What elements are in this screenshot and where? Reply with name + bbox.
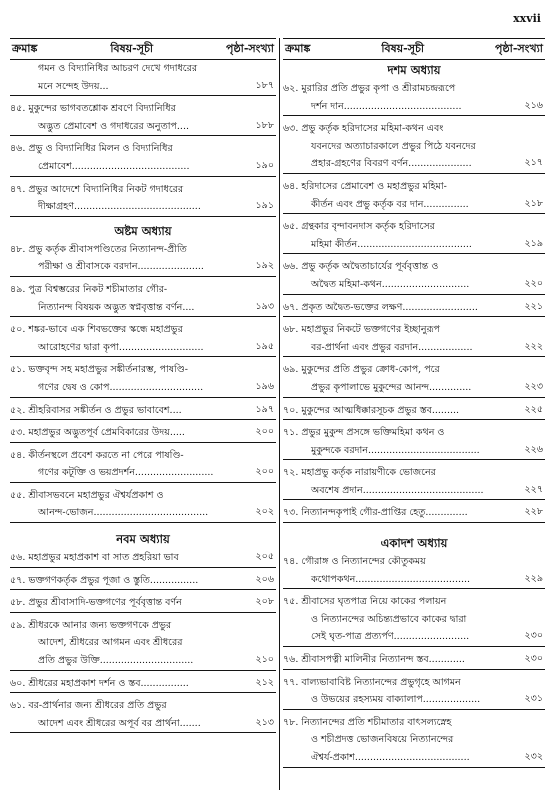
toc-entry <box>10 60 276 96</box>
toc-entry-line: অবশেষ প্রদান........................................ <box>311 484 484 496</box>
chapter-heading: নবম অধ্যায় <box>116 532 170 547</box>
toc-entry-line: প্রভুর কৃপালাভে মুকুন্দের আনন্দ.............. <box>311 381 472 393</box>
toc-entry <box>10 281 276 317</box>
toc-entry <box>10 140 276 176</box>
header-subject: বিষয়-সূচী <box>381 41 425 55</box>
toc-entry-line: ৬০. শ্রীধরের মহাপ্রকাশ দর্শন ও স্তব................ <box>10 677 189 689</box>
toc-entry-page: ২২৬ <box>524 443 543 455</box>
toc-entry-line: বর-প্রার্থনা এবং প্রভুর বরদান.................. <box>311 341 473 353</box>
toc-entry-page: ২২৫ <box>524 403 543 415</box>
toc-entry-line: ৬৩. প্রভু কর্তৃক হরিদাসের মহিমা-কথন এবং <box>283 123 444 135</box>
toc-column-right <box>283 60 545 772</box>
toc-entry <box>283 361 545 397</box>
toc-entry <box>10 487 276 523</box>
toc-entry <box>10 321 276 357</box>
toc-entry-line: আরোহণের দ্বারা কৃপা............................ <box>38 341 204 353</box>
toc-entry-line: ৪৮. প্রভু কর্তৃক শ্রীবাসপণ্ডিতের নিত্যানন্দ-প্রীতি <box>10 243 187 255</box>
toc-entry-page: ১৮৭ <box>255 79 274 91</box>
toc-entry-page: ২১৭ <box>524 157 543 169</box>
toc-entry-line: ও উভয়ের রহস্যময় বাক্যালাপ................... <box>311 694 481 706</box>
toc-entry-page: ২১৬ <box>524 99 543 111</box>
toc-entry-line: ৭৩. নিত্যানন্দকৃপাই গৌর-প্রাপ্তির হেতু.............. <box>283 507 468 519</box>
toc-entry-page: ১৯৫ <box>255 340 274 352</box>
toc-entry <box>10 572 276 591</box>
toc-entry <box>10 594 276 613</box>
toc-entry-page: ২২৭ <box>524 483 543 495</box>
toc-entry-line: ৬১. বর-প্রার্থনার জন্য শ্রীধরের প্রতি প্রভুর <box>10 700 167 712</box>
toc-entry-page: ২২১ <box>524 300 543 312</box>
toc-entry-line: মহিমা কীর্তন...................................... <box>311 238 472 250</box>
toc-entry-line: গণের দ্বেষ ও কোপ............................... <box>38 381 204 393</box>
toc-entry-line: মুকুন্দকে বরদান..................................... <box>311 444 480 456</box>
toc-entry-line: ৭৬. শ্রীবাসপত্নী মালিনীর নিত্যানন্দ স্তব............ <box>283 654 465 666</box>
toc-header-right <box>283 38 545 60</box>
toc-entry <box>10 675 276 694</box>
toc-entry-page: ২০৮ <box>255 596 274 608</box>
toc-entry <box>10 100 276 136</box>
toc-header-left <box>10 38 276 60</box>
column-divider <box>279 38 280 790</box>
toc-entry-line: ৫৮. প্রভুর শ্রীবাসাদি-ভক্তগণের পূর্ববৃত্তান্ত বর্ণন <box>10 597 182 609</box>
chapter-heading: দশম অধ্যায় <box>387 63 441 77</box>
toc-entry <box>283 258 545 294</box>
toc-entry <box>283 218 545 254</box>
toc-entry-line: ৫১. ভক্তবৃন্দ সহ মহাপ্রভুর সঙ্কীর্তনারম্ভ, পাষণ্ডি- <box>10 364 189 376</box>
toc-entry <box>10 361 276 397</box>
toc-entry-line: আদেশ এবং শ্রীধরের অপূর্ব বর প্রার্থনা....... <box>38 717 201 729</box>
toc-entry <box>283 424 545 460</box>
toc-entry-line: ৬৪. হরিদাসের প্রেমাবেশ ও মহাপ্রভুর মহিমা- <box>283 180 447 192</box>
toc-entry <box>283 299 545 318</box>
toc-entry <box>10 424 276 443</box>
chapter-heading: অষ্টম অধ্যায় <box>114 223 172 238</box>
chapter-heading: একাদশ অধ্যায় <box>380 536 448 551</box>
toc-entry-page: ২০৬ <box>255 573 274 585</box>
toc-column-left <box>10 60 276 737</box>
toc-entry <box>283 553 545 589</box>
toc-entry-line: ৭০. মুকুন্দের আত্মধিক্কারসূচক প্রভুর স্তব......... <box>283 404 460 416</box>
toc-entry-page: ২০০ <box>255 466 274 478</box>
toc-entry-line: দর্শন দান....................................... <box>311 100 462 112</box>
toc-entry <box>10 549 276 568</box>
toc-entry-line: সেই ঘৃত-পাত্র প্রত্যর্পণ......................... <box>311 631 470 643</box>
toc-entry-page: ১৯০ <box>255 159 274 171</box>
toc-entry-line: অদ্ভুত প্রেমাবেশ ও গদাধরের অনুতাপ.... <box>38 120 189 132</box>
toc-entry-line: ৭৮. নিত্যানন্দের প্রতি শচীমাতার বাৎসল্যস্নেহ <box>283 716 452 728</box>
toc-entry-page: ২০২ <box>255 506 274 518</box>
toc-entry-line: প্রহার-গ্রহণের বিবরণ বর্ণন..................... <box>311 158 472 170</box>
toc-entry-line: কথোপকথন...................................... <box>311 573 471 585</box>
toc-entry-page: ২০৫ <box>255 551 274 563</box>
toc-entry-page: ২১২ <box>255 676 274 688</box>
toc-entry-page: ১৯১ <box>255 200 274 212</box>
toc-entry-line: ৬৯. মুকুন্দের প্রতি প্রভুর ক্রোধ-কোপ, পরে <box>283 364 440 376</box>
toc-entry-page: ১৯৬ <box>255 380 274 392</box>
toc-entry-line: ৬৫. গ্রন্থকার বৃন্দাবনদাস কর্তৃক হরিদাসের <box>283 221 435 233</box>
toc-entry-line: ৭৭. বাল্যভাবাবিষ্ট নিত্যানন্দের প্রভুগৃহে আগমন <box>283 676 461 688</box>
toc-entry-line: ৬৭. প্রকৃত অদ্বৈত-ভক্তের লক্ষণ......................... <box>283 301 478 313</box>
toc-entry-line: ৪৭. প্রভুর আদেশে বিদ্যানিধির নিকট গদাধরের <box>10 183 184 195</box>
toc-entry <box>10 697 276 733</box>
toc-entry-line: ৫০. শঙ্কর-ভাবে এক শিবভক্তের স্কন্ধে মহাপ্রভুর <box>10 324 183 336</box>
toc-entry-line: ৭১. প্রভুর মুকুন্দ প্রসঙ্গে ভক্তিমহিমা কথন ও <box>283 427 445 439</box>
toc-entry <box>283 464 545 500</box>
toc-entry-page: ২১৩ <box>255 716 274 728</box>
page-number: xxvii <box>513 12 541 25</box>
toc-entry-page: ২২০ <box>524 277 543 289</box>
toc-entry-page: ১৮৮ <box>255 119 274 131</box>
toc-entry <box>10 241 276 277</box>
toc-entry-line: ৫৪. কীর্তনস্থলে প্রবেশ করতে না পেরে পাষণ্ডি- <box>10 449 184 461</box>
toc-entry-line: আদেশ, শ্রীধরের আগমন এবং শ্রীধরের <box>38 637 183 649</box>
toc-entry-line: গমন ও বিদ্যানিধির আচরণ দেখে গদাধরের <box>38 63 198 74</box>
toc-entry-page: ২১৯ <box>524 237 543 249</box>
toc-entry-page: ২৩২ <box>524 751 543 762</box>
toc-entry-page: ১৯৭ <box>255 403 274 415</box>
toc-entry-line: ৪৯. পুত্র বিশ্বম্ভরের নিকট শচীমাতার গৌর- <box>10 283 168 295</box>
toc-entry-page: ২২৩ <box>524 380 543 392</box>
toc-entry <box>10 617 276 671</box>
toc-entry-line: গণের কটূক্তি ও ভয়প্রদর্শন.......................... <box>38 467 214 479</box>
toc-entry-line: যবনদের অত্যাচারকালে প্রভুর পিঠে যবনদের <box>311 140 476 152</box>
toc-entry-line: ও শচীপ্রদত্ত ভোজনবিষয়ে নিত্যানন্দের <box>311 734 454 746</box>
toc-entry-line: প্রতি প্রভুর উক্তি............................... <box>38 655 194 667</box>
toc-entry-line: অদ্বৈত মহিমা-কথন............................. <box>311 278 470 290</box>
toc-entry-line: ৪৫. মুকুন্দের ভাগবতশ্লোক শ্রবণে বিদ্যানিধির <box>10 103 176 115</box>
toc-entry-line: ও নিত্যানন্দের অচিন্ত্যপ্রভাবে কাকের দ্বারা <box>311 613 467 625</box>
toc-entry-line: পরীক্ষা ও শ্রীবাসকে বরদান...................... <box>38 261 204 273</box>
toc-entry <box>10 181 276 217</box>
toc-entry-page: ২৩০ <box>524 653 543 665</box>
toc-entry-page: ২২২ <box>524 340 543 352</box>
toc-entry-page: ২২৮ <box>524 506 543 518</box>
toc-entry-page: ১৯২ <box>255 260 274 272</box>
toc-entry <box>283 321 545 357</box>
toc-entry <box>283 714 545 768</box>
toc-entry-line: ৫৬. মহাপ্রভুর মহাপ্রকাশ বা সাত প্রহরিয়া ভাব <box>10 552 179 564</box>
toc-entry <box>283 651 545 670</box>
toc-entry <box>283 674 545 710</box>
toc-entry-line: প্রেমাবেশ....................................... <box>38 160 190 172</box>
toc-entry-line: ৪৬. প্রভু ও বিদ্যানিধির মিলন ও বিদ্যানিধির <box>10 143 173 155</box>
toc-entry <box>283 593 545 647</box>
toc-entry-line: ৫২. শ্রীহরিবাসর সঙ্কীর্তন ও প্রভুর ভাবাবেশ.... <box>10 404 182 416</box>
toc-entry-line: ৭৪. গৌরাঙ্গ ও নিত্যানন্দের কৌতুকময় <box>283 556 426 568</box>
toc-entry-page: ২২৯ <box>524 572 543 584</box>
toc-entry-page: ২৩১ <box>524 693 543 705</box>
header-page: পৃষ্ঠা-সংখ্যা <box>495 41 543 55</box>
toc-entry-line: দীক্ষাগ্রহণ.......................................... <box>38 201 201 213</box>
toc-entry-line: কীর্তন এবং প্রভু কর্তৃক বর দান............... <box>311 198 469 210</box>
toc-entry-line: ৭৫. শ্রীবাসের ঘৃতপাত্র নিয়ে কাকের পলায়ন <box>283 596 447 608</box>
toc-entry-line: ৭২. মহাপ্রভু কর্তৃক নারায়ণীকে ভোজনের <box>283 467 436 479</box>
toc-entry <box>283 178 545 214</box>
toc-entry <box>10 402 276 421</box>
toc-entry-line: ৬২. মুরারির প্রতি প্রভুর কৃপা ও শ্রীরামচন্দ্ররূপে <box>283 83 456 94</box>
toc-entry-line: ঐশ্বর্য-প্রকাশ...................................... <box>311 752 470 763</box>
toc-entry-line: ৫৯. শ্রীধরকে আনার জন্য ভক্তগণকে প্রভুর <box>10 619 172 631</box>
toc-entry-line: ৫৫. শ্রীবাসভবনে মহাপ্রভুর ঐশ্বর্যপ্রকাশ ও <box>10 489 164 501</box>
toc-entry-page: ২১০ <box>255 654 274 666</box>
toc-entry-page: ২৩০ <box>524 630 543 642</box>
header-subject: বিষয়-সূচী <box>110 41 154 55</box>
header-serial: ক্রমাঙ্ক <box>285 41 311 55</box>
toc-entry-page: ২১৮ <box>524 197 543 209</box>
toc-entry-line: ৫৩. মহাপ্রভুর অদ্ভুতপূর্ব প্রেমবিকারের উদয়..... <box>10 427 185 439</box>
toc-entry-line: আনন্দ-ভোজন...................................... <box>38 507 209 519</box>
toc-entry <box>283 402 545 421</box>
toc-entry-page: ২০০ <box>255 426 274 438</box>
toc-entry-line: নিত্যানন্দ বিষয়ক অদ্ভুত স্বপ্নবৃত্তান্ত বর্ণন.... <box>38 301 195 313</box>
toc-entry-line: ৬৮. মহাপ্রভুর নিকটে ভক্তগণের ইচ্ছানুরূপ <box>283 324 440 336</box>
toc-entry-line: মনে সন্দেহ উদয়... <box>38 80 109 92</box>
toc-entry-page: ১৯৩ <box>255 300 274 312</box>
header-serial: ক্রমাঙ্ক <box>12 41 38 55</box>
toc-entry-line: ৫৭. ভক্তগণকর্তৃক প্রভুর পূজা ও স্তুতি................ <box>10 574 199 586</box>
toc-entry <box>283 120 545 174</box>
toc-entry <box>10 447 276 483</box>
toc-entry <box>283 80 545 116</box>
toc-entry <box>283 504 545 523</box>
toc-entry-line: ৬৬. প্রভু কর্তৃক অদ্বৈতাচার্যের পূর্ববৃত্তান্ত ও <box>283 261 439 273</box>
header-page: পৃষ্ঠা-সংখ্যা <box>226 41 274 55</box>
